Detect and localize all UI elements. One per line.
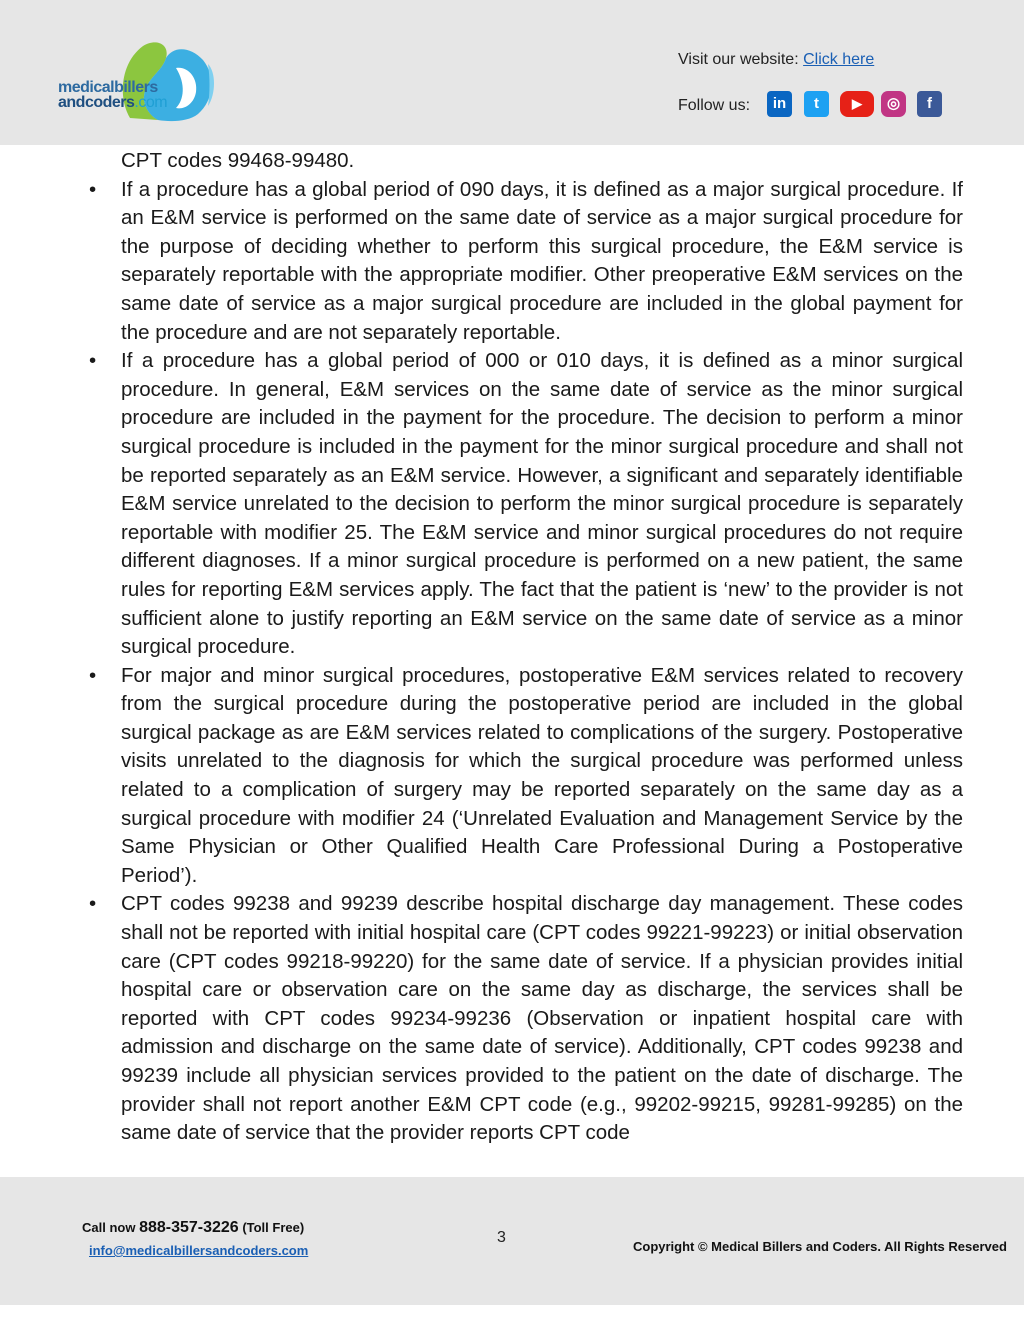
copyright-text: Copyright © Medical Billers and Coders. All Rights Reserved (633, 1239, 1007, 1254)
follow-us-label: Follow us: (678, 97, 751, 114)
logo-wordmark (58, 80, 167, 110)
phone-number[interactable]: 888-357-3226 (139, 1219, 239, 1236)
logo-line1: medicalbillers (58, 79, 158, 96)
company-logo[interactable] (58, 38, 223, 126)
email-link[interactable]: info@medicalbillersandcoders.com (89, 1243, 309, 1258)
logo-line2 (58, 95, 167, 110)
call-now (82, 1219, 304, 1237)
twitter-icon[interactable]: t (804, 91, 829, 117)
list-item: • CPT codes 99238 and 99239 describe hospital discharge day management. These codes shall not be reported with initial hospital care (CPT codes 99221-99223) or initial observation care (CPT codes 99218-99220) for the same date of service. If a physician provides initial hospital care or observation care on the same day as discharge, the services shall be reported with CPT codes 99234-99236 (Observation or inpatient hospital care with admission and discharge on the same date of service). Additionally, CPT codes 99238 and 99239 include all physician services provided to the patient on the date of discharge. The provider shall not report another E&M CPT code (e.g., 99202-99215, 99281-99285) on the same date of service that the provider reports CPT code (121, 890, 963, 1147)
call-label: Call now (82, 1220, 140, 1235)
page-footer (0, 1177, 1024, 1305)
linkedin-icon[interactable]: in (767, 91, 792, 117)
youtube-icon[interactable]: ▶ (840, 91, 874, 117)
list-item: • If a procedure has a global period of 000 or 010 days, it is defined as a minor surgical procedure. In general, E&M services on the same date of service as the minor surgical procedure are included in the payment for the procedure. The decision to perform a minor surgical procedure is included in the payment for the minor surgical procedure and shall not be reported separately as an E&M service. However, a significant and separately identifiable E&M service unrelated to the decision to perform the minor surgical procedure is separately reportable with modifier 25. The E&M service and minor surgical procedures do not require different diagnoses. If a minor surgical procedure is performed on a new patient, the same rules for reporting E&M services apply. The fact that the patient is ‘new’ to the provider is not sufficient alone to justify reporting an E&M service on the same date of service as a minor surgical procedure. (121, 347, 963, 662)
bullet-list (0, 176, 963, 1148)
lead-line: CPT codes 99468-99480. (121, 149, 355, 172)
website-link[interactable]: Click here (803, 51, 875, 68)
toll-free-label: (Toll Free) (238, 1220, 305, 1235)
page-header (0, 0, 1024, 145)
visit-website (678, 51, 874, 69)
list-item: • For major and minor surgical procedures, postoperative E&M services related to recovery from the surgical procedure during the postoperative period are included in the global surgical package as are E&M services related to complications of the surgery. Postoperative visits unrelated to the diagnosis for which the surgical procedure was performed unless related to a complication of surgery may be reported separately on the same day as a surgical procedure with modifier 24 (‘Unrelated Evaluation and Management Service by the Same Physician or Other Qualified Health Care Professional During a Postoperative Period’). (121, 662, 963, 891)
instagram-icon[interactable]: ◎ (881, 91, 906, 117)
page-number: 3 (497, 1229, 506, 1246)
logo-suffix: .com (134, 94, 168, 111)
logo-line2-text: andcoders (58, 94, 135, 111)
visit-label: Visit our website: (678, 51, 804, 68)
list-item: • If a procedure has a global period of 090 days, it is defined as a major surgical procedure. If an E&M service is performed on the same date of service as a major surgical procedure for the purpose of deciding whether to perform this surgical procedure, the E&M service is separately reportable with the appropriate modifier. Other preoperative E&M services on the same date of service as a major surgical procedure are included in the global payment for the procedure and are not separately reportable. (121, 176, 963, 348)
page-content (0, 145, 1024, 1177)
facebook-icon[interactable]: f (917, 91, 942, 117)
